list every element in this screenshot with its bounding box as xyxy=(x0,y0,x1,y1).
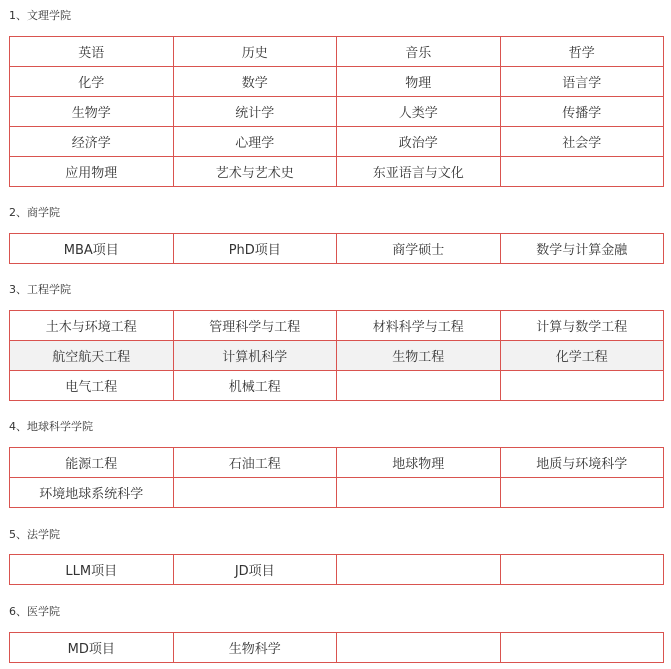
table-cell: 东亚语言与文化 xyxy=(337,157,501,187)
section-title-law: 5、法学院 xyxy=(9,528,60,541)
table-row xyxy=(10,127,664,157)
majors-table-arts-sciences xyxy=(9,36,664,187)
table-cell: 音乐 xyxy=(337,37,501,67)
majors-table-business xyxy=(9,233,664,264)
table-cell: 语言学 xyxy=(500,67,664,97)
table-cell: MD项目 xyxy=(10,633,174,663)
table-cell xyxy=(337,478,501,508)
table-cell: 生物工程 xyxy=(337,341,501,371)
table-cell: 化学 xyxy=(10,67,174,97)
table-cell: 航空航天工程 xyxy=(10,341,174,371)
table-cell: 心理学 xyxy=(173,127,337,157)
table-cell: 应用物理 xyxy=(10,157,174,187)
table-cell: 经济学 xyxy=(10,127,174,157)
table-cell: JD项目 xyxy=(173,555,337,585)
table-cell xyxy=(337,633,501,663)
section-title-business: 2、商学院 xyxy=(9,206,60,219)
table-cell: 人类学 xyxy=(337,97,501,127)
table-cell: 艺术与艺术史 xyxy=(173,157,337,187)
table-cell: 土木与环境工程 xyxy=(10,311,174,341)
table-cell: MBA项目 xyxy=(10,234,174,264)
majors-table-medicine xyxy=(9,632,664,663)
table-cell: 传播学 xyxy=(500,97,664,127)
table-row xyxy=(10,633,664,663)
table-row xyxy=(10,555,664,585)
table-cell: 地质与环境科学 xyxy=(500,448,664,478)
section-title-earth-sciences: 4、地球科学学院 xyxy=(9,420,93,433)
table-row xyxy=(10,311,664,341)
table-cell: PhD项目 xyxy=(173,234,337,264)
table-cell: 化学工程 xyxy=(500,341,664,371)
table-cell: LLM项目 xyxy=(10,555,174,585)
table-row xyxy=(10,234,664,264)
table-cell: 哲学 xyxy=(500,37,664,67)
table-cell: 电气工程 xyxy=(10,371,174,401)
table-row xyxy=(10,448,664,478)
table-cell xyxy=(337,371,501,401)
table-cell: 历史 xyxy=(173,37,337,67)
table-cell: 商学硕士 xyxy=(337,234,501,264)
table-row xyxy=(10,97,664,127)
section-title-arts-sciences: 1、文理学院 xyxy=(9,9,71,22)
table-cell: 社会学 xyxy=(500,127,664,157)
table-cell: 数学与计算金融 xyxy=(500,234,664,264)
table-cell xyxy=(337,555,501,585)
table-cell: 材料科学与工程 xyxy=(337,311,501,341)
table-cell: 能源工程 xyxy=(10,448,174,478)
section-title-medicine: 6、医学院 xyxy=(9,605,60,618)
table-cell xyxy=(173,478,337,508)
table-row xyxy=(10,67,664,97)
table-cell: 石油工程 xyxy=(173,448,337,478)
table-cell: 生物科学 xyxy=(173,633,337,663)
table-row xyxy=(10,341,664,371)
table-cell: 统计学 xyxy=(173,97,337,127)
table-cell: 计算与数学工程 xyxy=(500,311,664,341)
table-cell: 数学 xyxy=(173,67,337,97)
table-row xyxy=(10,371,664,401)
table-cell xyxy=(500,157,664,187)
majors-table-engineering xyxy=(9,310,664,401)
table-cell: 机械工程 xyxy=(173,371,337,401)
table-cell xyxy=(500,633,664,663)
table-cell: 管理科学与工程 xyxy=(173,311,337,341)
majors-table-earth-sciences xyxy=(9,447,664,508)
table-row xyxy=(10,37,664,67)
table-cell xyxy=(500,371,664,401)
majors-table-law xyxy=(9,554,664,585)
table-cell: 政治学 xyxy=(337,127,501,157)
table-row xyxy=(10,478,664,508)
table-cell xyxy=(500,478,664,508)
table-cell: 英语 xyxy=(10,37,174,67)
table-cell: 环境地球系统科学 xyxy=(10,478,174,508)
table-cell: 计算机科学 xyxy=(173,341,337,371)
table-cell: 地球物理 xyxy=(337,448,501,478)
section-title-engineering: 3、工程学院 xyxy=(9,283,71,296)
table-cell: 生物学 xyxy=(10,97,174,127)
table-cell xyxy=(500,555,664,585)
table-cell: 物理 xyxy=(337,67,501,97)
table-row xyxy=(10,157,664,187)
